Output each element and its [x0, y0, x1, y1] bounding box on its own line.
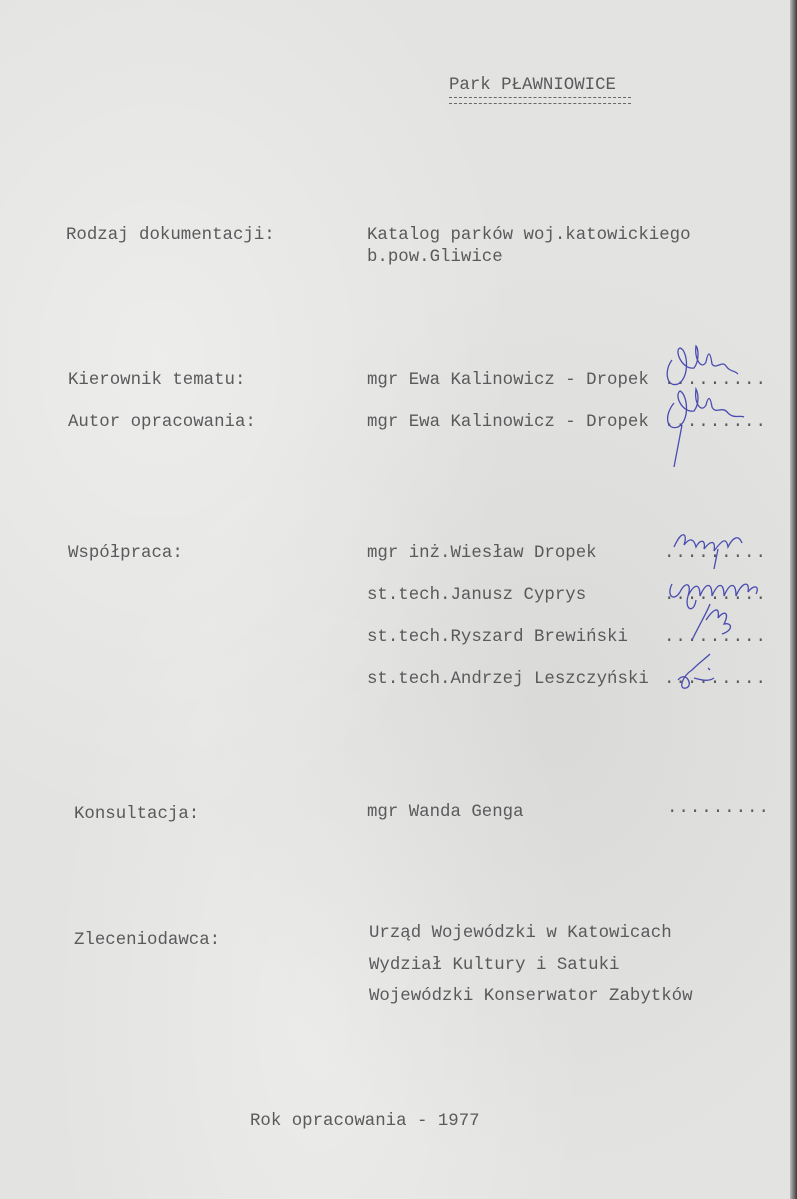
label-autor: Autor opracowania:: [68, 413, 256, 432]
label-konsultacja: Konsultacja:: [74, 805, 200, 824]
signature-brewinski: [690, 600, 750, 650]
signature-line: .........: [664, 586, 767, 605]
signature-autor: [660, 385, 760, 455]
value-rodzaj-2: b.pow.Gliwice: [367, 248, 503, 267]
signature-line: .........: [664, 413, 767, 432]
value-konsultacja: mgr Wanda Genga: [367, 803, 524, 822]
document-title: Park PŁAWNIOWICE: [449, 76, 616, 95]
value-zleceniodawca-3: Wojewódzki Konserwator Zabytków: [369, 987, 693, 1006]
signature-line: .........: [664, 371, 767, 390]
person-name: st.tech.Ryszard Brewiński: [367, 628, 628, 647]
signature-line: .........: [664, 628, 767, 647]
value-kierownik: mgr Ewa Kalinowicz - Dropek: [367, 371, 649, 390]
person-name: st.tech.Andrzej Leszczyński: [367, 670, 649, 689]
signature-line: .........: [664, 670, 767, 689]
signature-line: .........: [667, 799, 770, 818]
person-name: mgr inż.Wiesław Dropek: [367, 544, 597, 563]
label-rodzaj: Rodzaj dokumentacji:: [66, 226, 275, 245]
label-kierownik: Kierownik tematu:: [68, 371, 246, 390]
signature-leszczynski: [672, 650, 732, 700]
value-rodzaj-1: Katalog parków woj.katowickiego: [367, 226, 691, 245]
footer-year: Rok opracowania - 1977: [250, 1112, 480, 1131]
value-autor: mgr Ewa Kalinowicz - Dropek: [367, 413, 649, 432]
label-zleceniodawca: Zleceniodawca:: [74, 931, 221, 950]
label-wspolpraca: Współpraca:: [68, 544, 183, 563]
page-edge: [790, 0, 797, 1199]
value-zleceniodawca-1: Urząd Wojewódzki w Katowicach: [369, 924, 672, 943]
title-double-underline: [449, 97, 631, 104]
value-zleceniodawca-2: Wydział Kultury i Satuki: [369, 956, 620, 975]
person-name: st.tech.Janusz Cyprys: [367, 586, 587, 605]
signature-line: .........: [664, 544, 767, 563]
signature-dropek: [668, 525, 768, 575]
